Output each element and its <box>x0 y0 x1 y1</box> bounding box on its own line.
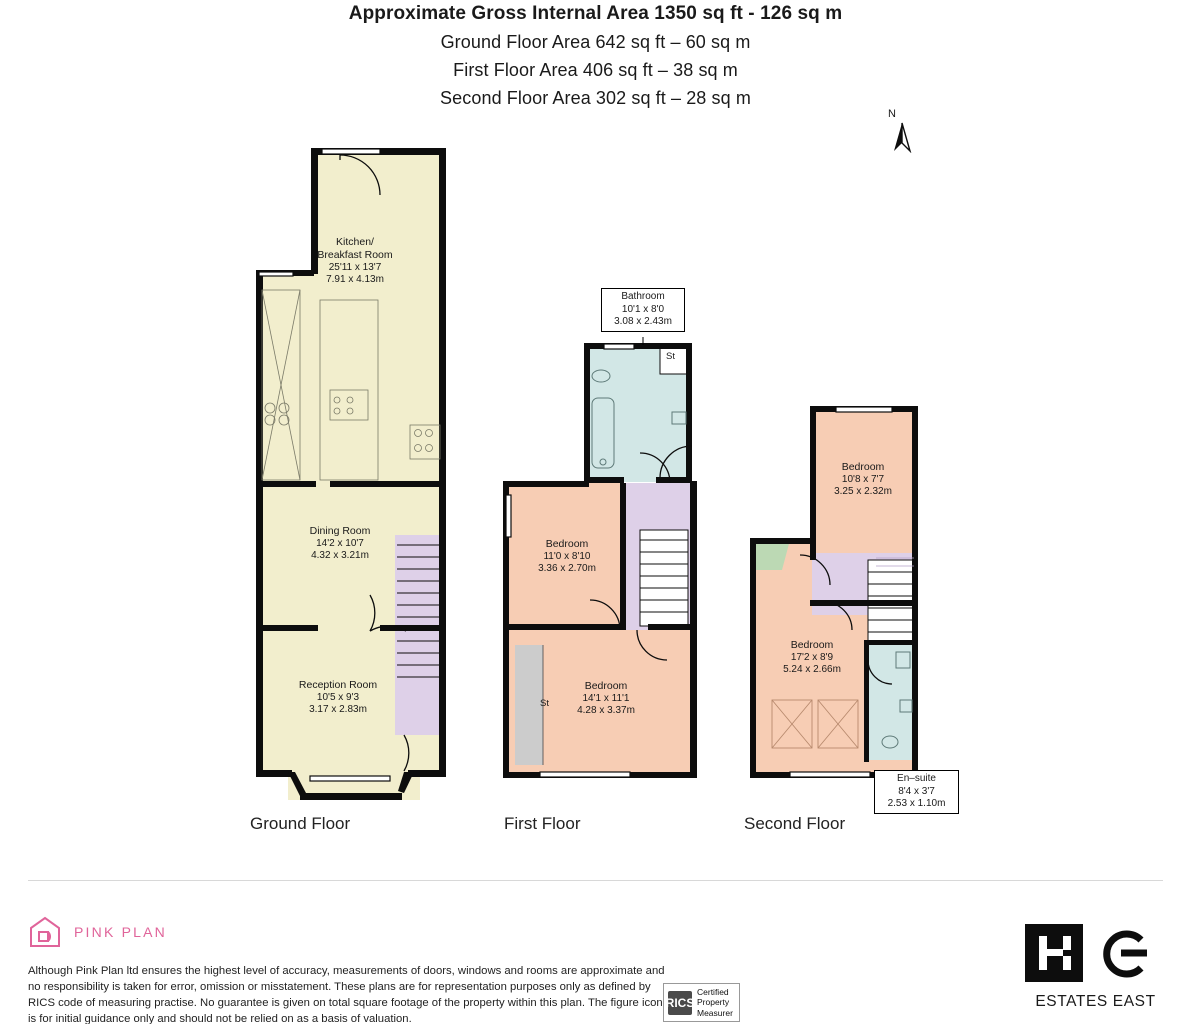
ground-floor-area-line: Ground Floor Area 642 sq ft – 60 sq m <box>440 32 751 52</box>
compass-north-label: N <box>888 108 896 120</box>
floor-caption-second: Second Floor <box>744 814 846 833</box>
rics-caption <box>697 987 733 1018</box>
first-floor-area-line: First Floor Area 406 sq ft – 38 sq m <box>453 60 738 80</box>
pink-plan-brand <box>28 915 167 949</box>
floor-caption-ground: Ground Floor <box>250 814 351 833</box>
agent-name: ESTATES EAST <box>1035 993 1156 1010</box>
pink-plan-house-icon <box>28 915 62 949</box>
rics-line-2: Property <box>697 997 730 1008</box>
room-label-kitchen: Kitchen/ Breakfast Room 25'11 x 13'7 7.91 x 4.13m <box>317 236 393 285</box>
rics-mark: RICS <box>668 991 692 1015</box>
page-title: Approximate Gross Internal Area 1350 sq ft - 126 sq m <box>348 3 843 24</box>
storage-label-bathroom: St <box>666 351 675 362</box>
room-label-reception-room: Reception Room 10'5 x 9'3 3.17 x 2.83m <box>298 679 378 715</box>
floor-caption-first: First Floor <box>504 814 581 833</box>
room-label-bedroom-first-rear: Bedroom 14'1 x 11'1 4.28 x 3.37m <box>577 680 635 716</box>
brand-name: PINK PLAN <box>74 924 167 940</box>
second-floor-area-line: Second Floor Area 302 sq ft – 28 sq m <box>440 88 751 108</box>
rics-line-3: Measurer <box>697 1007 733 1018</box>
room-label-dining-room: Dining Room 14'2 x 10'7 4.32 x 3.21m <box>309 525 371 561</box>
room-label-bedroom-second-top: Bedroom 10'8 x 7'7 3.25 x 2.32m <box>834 461 892 497</box>
room-label-bedroom-first-front: Bedroom 11'0 x 8'10 3.36 x 2.70m <box>538 538 596 574</box>
storage-label-first-floor: St <box>540 698 549 709</box>
callout-bathroom: Bathroom 10'1 x 8'0 3.08 x 2.43m <box>601 288 685 332</box>
rics-line-1: Certified <box>697 987 729 997</box>
footer-divider <box>28 880 1163 881</box>
estates-east-logo-icon <box>1023 922 1168 984</box>
room-label-bedroom-second-main: Bedroom 17'2 x 8'9 5.24 x 2.66m <box>783 639 841 675</box>
callout-en-suite: En–suite 8'4 x 3'7 2.53 x 1.10m <box>874 770 959 814</box>
agent-branding <box>1023 922 1168 1011</box>
disclaimer-text: Although Pink Plan ltd ensures the highest level of accuracy, measurements of doors, windows and rooms are approximate and no responsibility is taken for error, omission or misstatement. These plans are for representation purposes only as defined by RICS code of measuring practise. No guarantee is given on total square footage of the property within this plan. The figure icon is for initial guidance only and should not be relied on as a basis of valuation. <box>28 965 665 1024</box>
rics-badge <box>663 983 740 1022</box>
